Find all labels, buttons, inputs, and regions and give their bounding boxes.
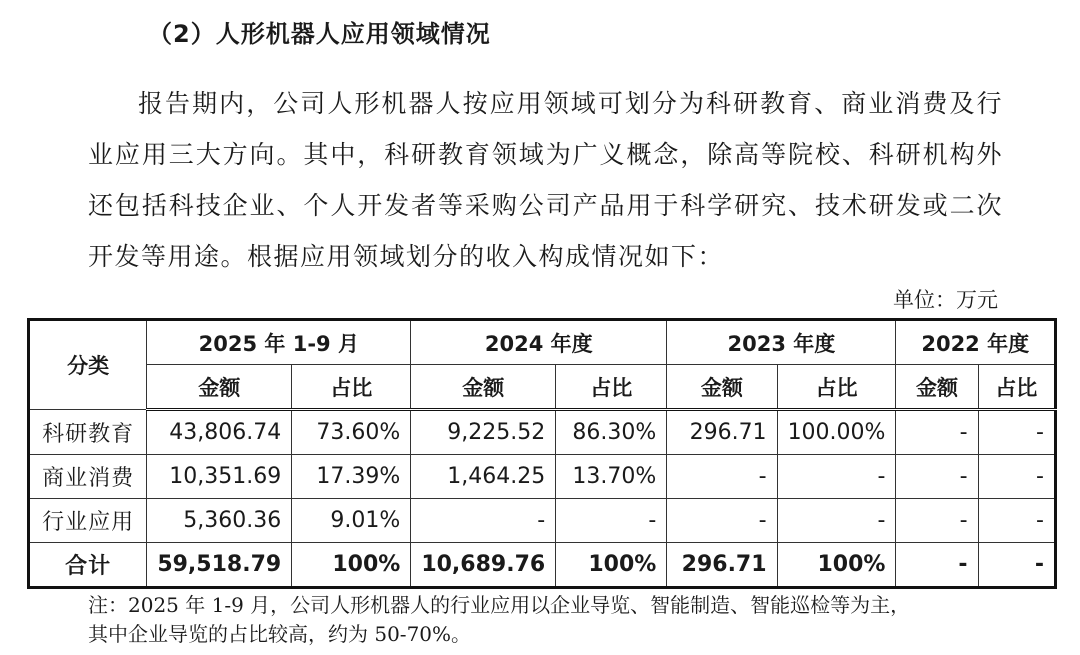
amount-cell: 10,689.76 xyxy=(411,543,556,588)
table-header-row xyxy=(29,320,1056,365)
unit-label: 单位：万元 xyxy=(893,288,998,312)
total-label: 合计 xyxy=(29,543,147,588)
amount-header: 金额 xyxy=(147,365,292,410)
section-heading: （2）人形机器人应用领域情况 xyxy=(148,20,491,48)
ratio-header: 占比 xyxy=(978,365,1055,410)
amount-cell: - xyxy=(896,455,978,499)
ratio-cell: - xyxy=(978,543,1055,588)
ratio-header: 占比 xyxy=(292,365,411,410)
ratio-cell: 100.00% xyxy=(777,410,896,455)
amount-header: 金额 xyxy=(896,365,978,410)
amount-cell: 9,225.52 xyxy=(411,410,556,455)
ratio-cell: 17.39% xyxy=(292,455,411,499)
amount-cell: 10,351.69 xyxy=(147,455,292,499)
category-header: 分类 xyxy=(29,320,147,410)
ratio-cell: - xyxy=(777,499,896,543)
amount-cell: 43,806.74 xyxy=(147,410,292,455)
table-row xyxy=(29,499,1056,543)
footnote-line: 其中企业导览的占比较高，约为 50-70%。 xyxy=(88,622,472,646)
ratio-cell: 100% xyxy=(777,543,896,588)
total-row xyxy=(29,543,1056,588)
amount-cell: - xyxy=(667,499,777,543)
amount-header: 金额 xyxy=(667,365,777,410)
table-row xyxy=(29,410,1056,455)
amount-cell: - xyxy=(667,455,777,499)
table-footnote xyxy=(88,591,1028,649)
ratio-cell: - xyxy=(978,455,1055,499)
amount-cell: - xyxy=(896,543,978,588)
table-subheader-row xyxy=(29,365,1056,410)
amount-cell: - xyxy=(411,499,556,543)
amount-header: 金额 xyxy=(411,365,556,410)
row-category: 科研教育 xyxy=(29,410,147,455)
revenue-table xyxy=(27,318,1057,589)
ratio-cell: 13.70% xyxy=(556,455,667,499)
intro-paragraph: 报告期内，公司人形机器人按应用领域可划分为科研教育、商业消费及行业应用三大方向。其中，科研教育领域为广义概念，除高等院校、科研机构外还包括科技企业、个人开发者等采购公司产品用于科学研究、技术研发或二次开发等用途。根据应用领域划分的收入构成情况如下： xyxy=(88,89,1003,271)
ratio-header: 占比 xyxy=(556,365,667,410)
amount-cell: - xyxy=(896,499,978,543)
ratio-cell: - xyxy=(978,499,1055,543)
table-row xyxy=(29,455,1056,499)
period-header: 2025 年 1-9 月 xyxy=(147,320,411,365)
amount-cell: 296.71 xyxy=(667,543,777,588)
amount-cell: - xyxy=(896,410,978,455)
ratio-header: 占比 xyxy=(777,365,896,410)
footnote-line: 注：2025 年 1-9 月，公司人形机器人的行业应用以企业导览、智能制造、智能巡检等为主， xyxy=(88,593,911,617)
amount-cell: 59,518.79 xyxy=(147,543,292,588)
ratio-cell: - xyxy=(777,455,896,499)
ratio-cell: - xyxy=(556,499,667,543)
row-category: 行业应用 xyxy=(29,499,147,543)
ratio-cell: 86.30% xyxy=(556,410,667,455)
amount-cell: 296.71 xyxy=(667,410,777,455)
ratio-cell: 73.60% xyxy=(292,410,411,455)
period-header: 2023 年度 xyxy=(667,320,896,365)
ratio-cell: 100% xyxy=(292,543,411,588)
row-category: 商业消费 xyxy=(29,455,147,499)
ratio-cell: - xyxy=(978,410,1055,455)
amount-cell: 1,464.25 xyxy=(411,455,556,499)
period-header: 2022 年度 xyxy=(896,320,1056,365)
period-header: 2024 年度 xyxy=(411,320,667,365)
amount-cell: 5,360.36 xyxy=(147,499,292,543)
ratio-cell: 9.01% xyxy=(292,499,411,543)
ratio-cell: 100% xyxy=(556,543,667,588)
